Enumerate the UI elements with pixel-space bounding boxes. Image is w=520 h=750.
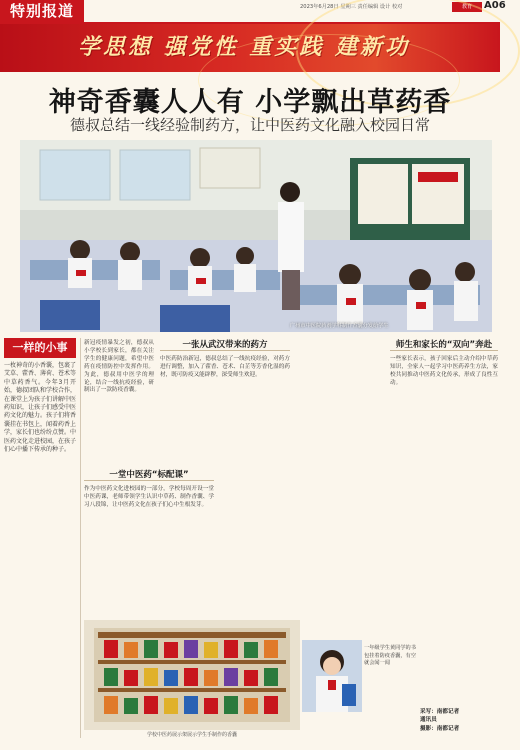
section-rule <box>160 350 290 351</box>
article-lead-text: 新冠疫情暴发之初，德叔从小学校长到家长，都在关注学生的健康问题，希望中医药在疫情防控中发挥作用。为此，德叔用中医学的理论，结合一线抗疫经验，研制出了一款防疫香囊。 <box>84 340 154 394</box>
section2-title: 一堂中医药“标配课” <box>109 470 189 480</box>
section1-title: 一张从武汉带来的药方 <box>182 340 268 350</box>
section3-title: 师生和家长的“双向”奔赴 <box>395 340 493 350</box>
page-badge: 教育 <box>452 2 482 12</box>
banner-slogan: 学思想 强党性 重实践 建新功 <box>78 34 410 60</box>
section2-text: 作为中医药文化进校园的一部分，学校每周开设一堂中医药课，老师带领学生认识中草药、制作香囊、学习八段锦，让中医药文化在孩子们心中生根发芽。 <box>84 486 214 508</box>
column-divider <box>80 338 81 738</box>
sidebar-text: 一枚神奇的小香囊，包裹了艾草、藿香、薄荷、苍术等中草药香气。今年3月开始，德叔团队和学校合作，在课堂上为孩子们讲解中医药知识，让孩子们感受中医药文化的魅力。孩子们将香囊挂在书包上，闻着药香上学，家长们也纷纷点赞。中医药文化走进校园，在孩子们心中播下传承的种子。 <box>4 362 77 454</box>
main-photo <box>20 140 492 332</box>
main-photo-caption: 广州市中医院药剂学科制作香囊分发给学生 <box>290 323 389 329</box>
article-credits: 采写：南都记者 通讯员 摄影：南都记者 <box>420 709 460 732</box>
section3-text: 一些家长表示，孩子回家后主动介绍中草药知识，全家人一起学习中医药养生方法，家校共同推动中医药文化传承，形成了良性互动。 <box>390 356 498 386</box>
student-photo <box>302 640 362 712</box>
headline: 神奇香囊人人有 小学飘出草药香 <box>48 87 452 118</box>
sachet-display-photo <box>84 620 300 730</box>
subheadline: 德叔总结一线经验制药方，让中医药文化融入校园日常 <box>69 116 430 134</box>
slogan-banner <box>0 24 500 72</box>
sidebar-title: 一样的小事 <box>12 341 68 354</box>
student-photo-caption: 一年级学生黄同学的书包挂着防疫香囊，有空就会闻一闻 <box>364 645 416 666</box>
section-rule <box>390 350 498 351</box>
section1-text: 中医药防治新冠，德叔总结了一线抗疫经验，对药方进行调整，加入了藿香、苍术、白芷等芳香化湿的药材，既可防疫又能辟秽，深受师生欢迎。 <box>160 356 290 378</box>
section-brand: 特别报道 <box>0 0 84 22</box>
page-number: A06 <box>484 0 506 11</box>
issue-meta: 2023年6月28日 星期三 责任编辑 设计 校对 <box>300 4 403 10</box>
sachet-display-caption: 学校中医药展示架展示学生手制作的香囊 <box>146 732 237 738</box>
section-rule <box>84 480 214 481</box>
